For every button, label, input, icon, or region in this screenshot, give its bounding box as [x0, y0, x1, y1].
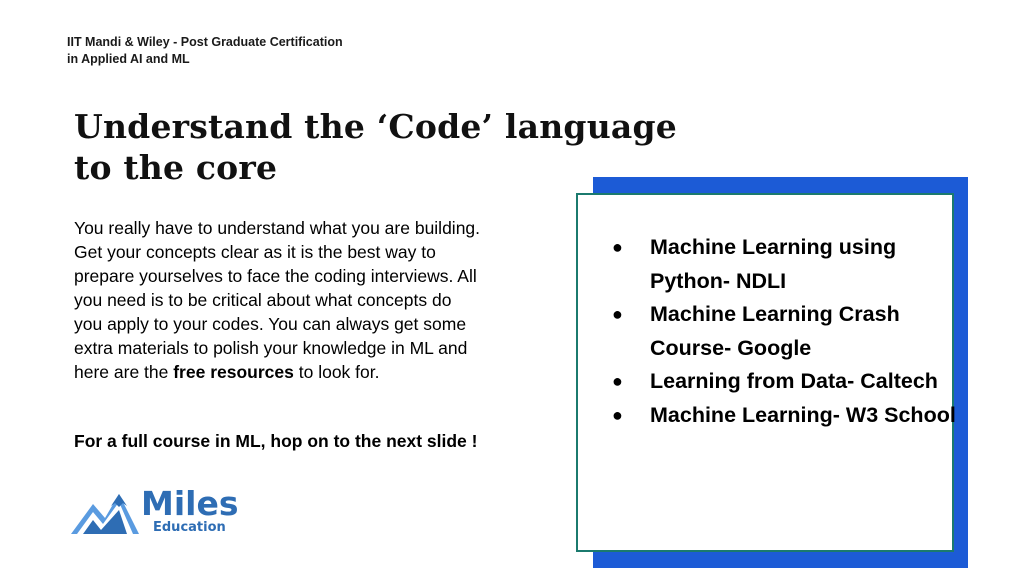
slide-title [74, 106, 694, 188]
mountain-logo-icon [71, 488, 139, 536]
logo-wordmark: Miles [141, 484, 239, 523]
body-text-start: You really have to understand what you are building. Get your concepts clear as it is the best way to prepare yourselves to face the coding interviews. All you need is to be critical about what concepts do you apply to your codes. You can always get some extra materials to polish your knowledge in ML and here are the [74, 218, 481, 382]
body-paragraph [74, 216, 484, 384]
slide-title-line2: to the core [74, 148, 278, 187]
list-item [608, 298, 958, 365]
bullet-icon: ● [612, 237, 623, 257]
resource-text: Machine Learning Crash Course- Google [650, 302, 900, 360]
resource-text: Machine Learning using Python- NDLI [650, 235, 897, 293]
slide-title-line1: Understand the ‘Code’ language [74, 107, 677, 146]
course-header [67, 34, 427, 68]
course-header-line1: IIT Mandi & Wiley - Post Graduate Certification [67, 35, 343, 49]
miles-education-logo [71, 484, 241, 538]
body-text-bold: free resources [173, 362, 294, 382]
list-item [608, 231, 958, 298]
resources-list [608, 231, 958, 432]
bullet-icon: ● [612, 304, 623, 324]
list-item [608, 399, 958, 433]
logo-subtitle: Education [153, 520, 226, 535]
body-text-end: to look for. [293, 362, 380, 382]
resource-text: Learning from Data- Caltech [650, 369, 938, 393]
list-item [608, 365, 958, 399]
bullet-icon: ● [612, 404, 623, 425]
next-slide-callout: For a full course in ML, hop on to the next slide ! [74, 431, 478, 451]
course-header-line2: in Applied AI and ML [67, 52, 190, 66]
bullet-icon: ● [612, 371, 623, 391]
resource-text: Machine Learning- W3 School [650, 402, 956, 427]
